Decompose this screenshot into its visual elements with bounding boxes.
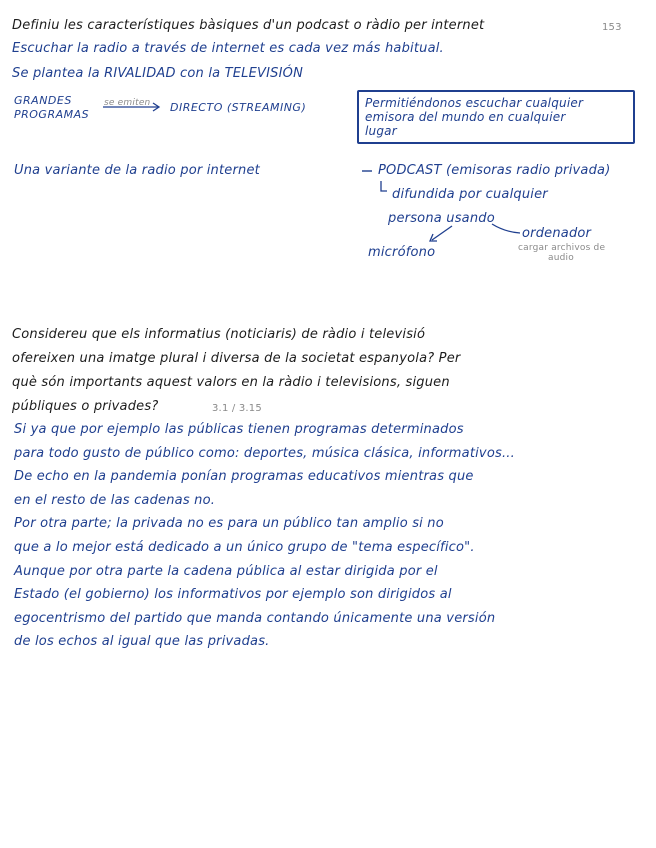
question-2-ref: 3.1 / 3.15: [212, 403, 262, 414]
answer-2-line-6: que a lo mejor está dedicado a un único grupo de "tema específico".: [14, 540, 475, 555]
answer-2-line-1: Si ya que por ejemplo las públicas tienen programas determinados: [14, 422, 464, 437]
variante-line: Una variante de la radio por internet: [14, 163, 260, 178]
persona-line: persona usando: [388, 211, 495, 226]
microfono-arrow-head: [430, 234, 437, 241]
microfono-arrow: [432, 226, 452, 240]
answer-1-line-1: Escuchar la radio a través de internet es cada vez más habitual.: [12, 41, 444, 56]
answer-1-line-2: Se plantea la RIVALIDAD con la TELEVISIÓN: [12, 66, 304, 81]
question-1: Definiu les característiques bàsiques d'un podcast o ràdio per internet: [12, 18, 485, 33]
answer-2-line-9: egocentrismo del partido que manda contando únicamente una versión: [14, 611, 496, 626]
answer-2-line-5: Por otra parte; la privada no es para un público tan amplio si no: [14, 516, 444, 531]
answer-2-line-10: de los echos al igual que las privadas.: [14, 634, 270, 649]
directo-streaming: DIRECTO (STREAMING): [170, 101, 307, 114]
audio-label: audio: [548, 253, 574, 263]
difundida-hook: [381, 181, 387, 191]
se-emiten-label: se emiten: [104, 98, 151, 108]
box-line-2: emisora del mundo en cualquier: [365, 110, 566, 124]
se-emiten-arrow-head: [153, 103, 159, 111]
question-2-line-3: què són importants aquest valors en la ràdio i televisions, siguen: [12, 375, 450, 390]
answer-2-line-2: para todo gusto de público como: deportes, música clásica, informativos...: [14, 446, 515, 461]
ordenador-label: ordenador: [522, 226, 592, 241]
cargar-label: cargar archivos de: [518, 243, 606, 253]
ordenador-line: [492, 224, 520, 233]
question-2-line-2: ofereixen una imatge plural i diversa de la societat espanyola? Per: [12, 351, 461, 366]
box-line-3: lugar: [365, 124, 397, 138]
podcast-label: PODCAST (emisoras radio privada): [378, 163, 611, 178]
question-2-line-1: Considereu que els informatius (noticiaris) de ràdio i televisió: [12, 327, 426, 342]
boxed-note: [357, 90, 635, 144]
answer-2-line-3: De echo en la pandemia ponían programas educativos mientras que: [14, 469, 474, 484]
box-line-1: Permitiéndonos escuchar cualquier: [365, 96, 584, 110]
answer-2-line-4: en el resto de las cadenas no.: [14, 493, 216, 508]
question-2-line-4: públiques o privades?: [12, 399, 159, 414]
question-1-ref: 153: [602, 22, 622, 33]
answer-2-line-8: Estado (el gobierno) los informativos por ejemplo son dirigidos al: [14, 587, 452, 602]
answer-2-line-7: Aunque por otra parte la cadena pública al estar dirigida por el: [14, 564, 438, 579]
microfono-label: micrófono: [368, 245, 436, 260]
programas-label: PROGRAMAS: [14, 108, 90, 121]
grandes-label: GRANDES: [14, 94, 72, 107]
difundida-line: difundida por cualquier: [392, 187, 548, 202]
